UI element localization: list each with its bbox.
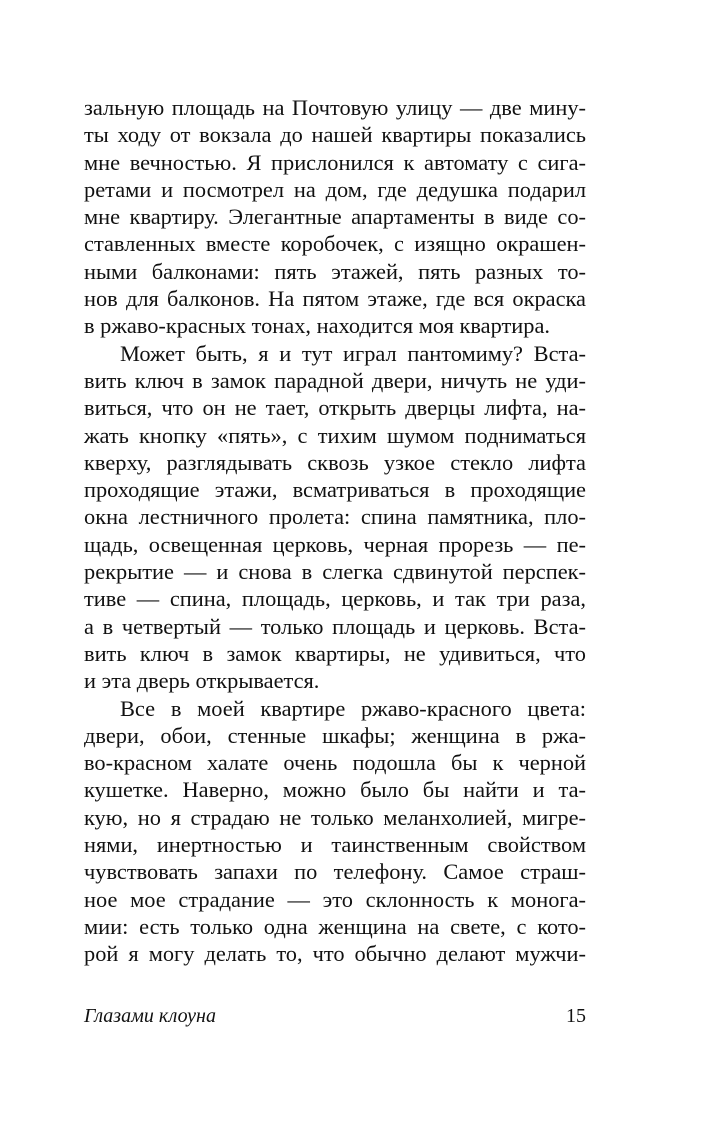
text-line: ными балконами: пять этажей, пять разных то- bbox=[84, 258, 586, 284]
text-line: мне квартиру. Элегантные апартаменты в виде со- bbox=[84, 204, 586, 230]
text-line: рекрытие — и снова в слегка сдвинутой перспек- bbox=[84, 559, 586, 585]
text-line: мии: есть только одна женщина на свете, с кото- bbox=[84, 913, 586, 939]
paragraph bbox=[84, 340, 586, 695]
text-line: Все в моей квартире ржаво-красного цвета: bbox=[120, 695, 586, 721]
text-line: ты ходу от вокзала до нашей квартиры показались bbox=[84, 122, 586, 148]
text-line: мне вечностью. Я прислонился к автомату с сига- bbox=[84, 149, 586, 175]
text-line: нями, инертностью и таинственным свойством bbox=[84, 832, 586, 858]
text-line: кушетке. Наверно, можно было бы найти и та- bbox=[84, 777, 586, 803]
text-line: кую, но я страдаю не только меланхолией, мигре- bbox=[84, 804, 586, 830]
text-line: виться, что он не тает, открыть дверцы лифта, на- bbox=[84, 395, 586, 421]
running-title: Глазами клоуна bbox=[84, 1005, 216, 1027]
text-line: в ржаво-красных тонах, находится моя квартира. bbox=[84, 313, 551, 339]
text-line: ставленных вместе коробочек, с изящно окрашен- bbox=[84, 231, 586, 257]
text-line: чувствовать запахи по телефону. Самое страш- bbox=[84, 859, 586, 885]
text-line: во-красном халате очень подошла бы к черной bbox=[84, 750, 586, 776]
text-line: проходящие этажи, всматриваться в проходящие bbox=[84, 477, 586, 503]
text-line: двери, обои, стенные шкафы; женщина в ржа- bbox=[84, 722, 586, 748]
text-line: тиве — спина, площадь, церковь, и так три раза, bbox=[84, 586, 586, 612]
text-line: вить ключ в замок квартиры, не удивиться, что bbox=[84, 640, 586, 666]
text-line: вить ключ в замок парадной двери, ничуть не уди- bbox=[84, 367, 586, 393]
text-line: зальную площадь на Почтовую улицу — две мину- bbox=[84, 95, 586, 120]
text-line: нов для балконов. На пятом этаже, где вся окраска bbox=[84, 286, 586, 312]
page-number: 15 bbox=[566, 1005, 586, 1027]
text-line: и эта дверь открывается. bbox=[84, 668, 320, 694]
text-line: ное мое страдание — это склонность к монога- bbox=[84, 886, 586, 912]
paragraph bbox=[84, 94, 586, 340]
text-line: жать кнопку «пять», с тихим шумом подниматься bbox=[84, 422, 586, 448]
text-line: кверху, разглядывать сквозь узкое стекло лифта bbox=[84, 449, 586, 475]
page-footer bbox=[84, 1003, 586, 1029]
text-line: рой я могу делать то, что обычно делают мужчи- bbox=[84, 941, 586, 967]
page-body bbox=[84, 94, 586, 968]
text-line: Может быть, я и тут играл пантомиму? Вста- bbox=[120, 340, 586, 366]
text-line: а в четвертый — только площадь и церковь. Вста- bbox=[84, 613, 586, 639]
text-line: окна лестничного пролета: спина памятника, пло- bbox=[84, 504, 586, 530]
text-line: ретами и посмотрел на дом, где дедушка подарил bbox=[84, 176, 586, 202]
paragraph bbox=[84, 695, 586, 968]
text-line: щадь, освещенная церковь, черная прорезь — пе- bbox=[84, 531, 586, 557]
